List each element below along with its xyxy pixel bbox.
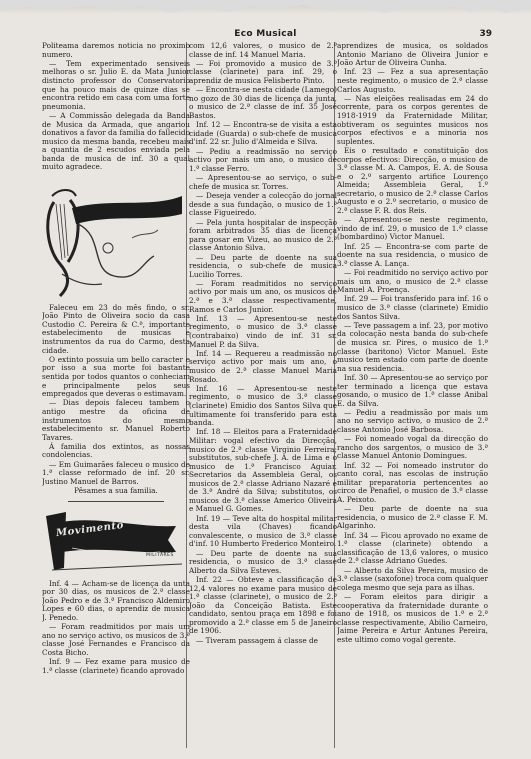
movimento-ornament [42, 508, 190, 574]
paragraph: — Deu parte de doente na sua residencia, o musico de 3.ª classe Alberto da Silva Esteves. [189, 548, 337, 575]
page-header [45, 29, 492, 41]
paragraph: — Foram eleitos para dirigir a cooperativa da fraternidade durante o ano de 1918, os musicos de 1.ª e 2.ª classe respectivamente, Abilio Carneiro, Jaime Pereira e Artur Antunes Pereira, este ultimo como vogal gerente. [337, 592, 488, 644]
paragraph: Inf. 18 — Eleitos para a Fraternidade Militar: vogal efectivo da Direcção, musico de 2.ª classe Virginio Ferreira; substitutos, sub-chefe J. A. de Lima e o musico de 1.ª Francisco Aguiar. Secretarios da Assembleia Geral, os musicos de 2.ª classe Adriano Nazaré e de 3.ª André da Silva; substitutos, os musicos de 3.ª classe Americo Oliveira e Manuel G. Gomes. [189, 427, 337, 514]
paragraph: — Em Guimarães faleceu o musico de 1.ª classe reformado de inf. 20 sr. Justino Manuel de Barros. [42, 459, 190, 486]
separator-rule [68, 501, 164, 502]
paragraph: — Pela junta hospitalar de inspecção foram arbitrados 35 dias de licença para gosar em Vizeu, ao musico de 2.ª classe Antonio Silva. [189, 217, 337, 253]
column-3 [337, 42, 488, 752]
paragraph: — Foi promovido a musico de 3.ª classe (clarinete) para inf. 29, o aprendiz de musica Felisberto Pinto. [189, 58, 337, 85]
paragraph: Inf. 9 — Fez exame para musico de 1.ª classe (clarinete) ficando aprovado [42, 657, 190, 675]
paragraph: — Alberto da Silva Pereira, musico de 3.ª classe (saxofone) troca com qualquer colega mesmo que seja para as ilhas. [337, 565, 488, 592]
paragraph: — A Commissão delegada da Banda de Musica da Armada, que angariou donativos a favor da familia do fallecido musico da mesma banda, recebeu mais a quantia de 2 escudos enviada pela banda de musica de inf. 30 a qual muito agradece. [42, 110, 190, 172]
paragraph: Inf. 4 — Acham-se de licença da unta por 30 dias, os musicos de 2.ª classe João Pedro e de 3.ª Francisco Aldemiro Lopes e 60 dias, o aprendiz de musica J. Penedo. [42, 578, 190, 622]
page-number: 39 [479, 29, 492, 39]
paragraph: Á familia dos extintos, as nossas condolencias. [42, 441, 190, 460]
paragraph: — Deu parte de doente na sua residencia, o musico de 2.ª classe F. M. Algarinho. [337, 504, 488, 531]
paragraph: — Foram readmitidos no serviço activo por mais um ano, os musicos de 2.ª e 3.ª classe respectivamente, Ramos e Carlos Junior. [189, 278, 337, 314]
torn-edge [0, 0, 531, 18]
paragraph: — Deu parte de doente na sua residencia, o sub-chefe de musica Lucilio Torres. [189, 252, 337, 279]
paragraph: O extinto possuia um bello caracter e por isso a sua morte foi bastante sentida por todos quantos o conheciam e principalmente pelos seus empregados que deveras o estimavam. [42, 354, 190, 399]
paragraph: — Apresentou-se neste regimento, vindo de inf. 29, o musico de 1.ª classe (bombardino) Victor Manuel. [337, 215, 488, 242]
paragraph: Inf. 34 — Ficou aprovado no exame de 1.ª classe (clarinete) obtendo a classificação de 13,6 valores, o musico de 2.ª classe Adriano Guedes. [337, 530, 488, 566]
paragraph: Inf. 13 — Apresentou-se neste regimento, o musico de 3.ª classe (contrabaixo) vindo de inf. 31 sr. Manuel P. da Silva. [189, 313, 337, 349]
paragraph: — Apresentou-se ao serviço, o sub-chefe de musica sr. Torres. [189, 173, 337, 191]
paragraph: Politeama daremos noticia no proximo numero. [42, 42, 190, 59]
lyre-ornament-icon [42, 178, 190, 300]
paragraph: — Foi nomeado vogal da direcção do rancho dos sargentos, o musico de 3.ª classe Manuel Antonio Domingues. [337, 434, 488, 461]
paragraph: Pêsames a sua familia. [74, 486, 158, 496]
paragraph: Inf. 29 — Foi transferido para inf. 16 o musico de 3.ª classe (clarinete) Emidio dos Santos Silva. [337, 294, 488, 321]
necrologia-ornament [42, 178, 190, 300]
paragraph: — Deseja vender a colecção do jornal desde a sua fundação, o musico de 1.ª classe Figueiredo. [189, 191, 337, 218]
movimento-subheading: MILITARES [146, 552, 174, 558]
paragraph: — Teve passagem a inf. 23, por motivo da colocação nesta banda do sub-chefe de musica sr. Pires, o musico de 1.ª classe (baritono) Victor Manuel. Este musico tem estado com parte de doente na sua residencia. [337, 320, 488, 373]
paragraph: — Pediu a readmissão por mais um ano no serviço activo, o musico de 2.ª classe Antonio José Barbosa. [337, 407, 488, 435]
paragraph: aprendizes de musica, os soldados Antonio Mariano de Oliveira Junior e João Artur de Oliveira Cunha. [337, 42, 488, 68]
paragraph: — Foi readmitido no serviço activo por mais um ano, o musico de 2.ª classe Manuel A. Proença. [337, 268, 488, 295]
banner-ornament-icon [42, 508, 190, 574]
paragraph: Inf. 16 — Apresentou-se neste regimento, o musico de 3.ª classe (clarinete) Emidio dos Santos Silva que ultimamente foi transferido para esta banda. [189, 383, 337, 428]
paragraph: — Dias depois faleceu tambem o antigo mestre da oficina de instrumentos do mesmo estabelecimento sr. Manuel Roberto Tavares. [42, 398, 190, 442]
paragraph: Inf. 30 — Apresentou-se ao serviço por ter terminado a licença que estava gosando, o musico de 1.ª classe Anibal E. da Silva. [337, 372, 488, 408]
paragraph: Faleceu em 23 do mês findo, o sr. João Pinto de Oliveira socio da casa Custodio C. Pereira & C.ª, importante estabelecimento de musicas e instrumentos da rua do Carmo, desta cidade. [42, 302, 190, 355]
paragraph: Inf. 32 — Foi nomeado instrutor do canto coral, nas escolas de instrução militar preparatoria pertencentes ao circo de Penafiel, o musico de 3.ª classe A. Peixoto. [337, 460, 488, 504]
paragraph: Inf. 12 — Encontra-se de visita a esta cidade (Guarda) o sub-chefe de musica d'inf. 22 sr. Julio d'Almeida e Silva. [189, 120, 337, 147]
paragraph: — Tiveram passagem á classe de [196, 635, 318, 645]
column-1 [42, 42, 190, 752]
paragraph: Inf. 23 — Fez a sua apresentação neste regimento, o musico de 2.ª classe Carlos Augusto. [337, 67, 488, 94]
paragraph: — Pediu a readmissão no serviço activo por mais um ano, o musico de 1.ª classe Ferro. [189, 146, 337, 173]
paragraph: — Tem experimentado sensiveis melhoras o sr. Julio E. da Mata Junior distincto professor do Conservatorio que ha pouco mais de quinze dias se encontra retido em casa com uma forte pneumonia. [42, 58, 190, 111]
necrologia-heading: Necrologia [76, 178, 154, 192]
paragraph: — Encontra-se nesta cidade (Lamego) no gozo de 30 dias de licença da junta, o musico de 2.ª classe de inf. 35 José Bastos. [189, 85, 337, 120]
column-2 [189, 42, 337, 752]
paragraph: com 12,6 valores, o musico de 2.ª classe de inf. 14 Manuel Maria. [189, 42, 337, 59]
paragraph: Inf. 14 — Requereu a readmissão no serviço activo por mais um ano, o musico de 2.ª classe Manuel Maria Rosado. [189, 348, 337, 384]
paragraph: Inf. 19 — Teve alta do hospital militar desta vila (Chaves) ficando convalescente, o musico de 3.ª classe d'inf. 10 Humberto Frederico Monteiro. [189, 513, 337, 549]
movimento-heading: Movimento [55, 519, 125, 539]
paragraph: Inf. 25 — Encontra-se com parte de doente na sua residencia, o musico de 3.ª classe A. Lança. [337, 241, 488, 268]
paragraph: — Foram readmitidos por mais um ano no serviço activo, os musicos de 3.ª classe José Fernandes e Francisco da Costa Bicho. [42, 622, 190, 657]
paragraph: Inf. 22 — Obteve a classificação de 12,4 valores no exame para musico de 1.ª classe (clarinete), o musico de 2.ª João da Conceição Batista. Este candidato, sentou praça em 1898 e foi promovido a 2.ª classe em 5 de Janeiro de 1906. [189, 575, 337, 636]
publication-title: Eco Musical [234, 29, 297, 39]
paragraph: — Nas eleições realisadas em 24 do corrente, para os corpos gerentes de 1918-1919 da Fraternidade Militar, obtiveram os seguintes musicos nos corpos efectivos e a minoria nos suplentes. [337, 93, 488, 146]
paragraph: Eis o resultado e constituição dos corpos efectivos: Direcção, o musico de 3.ª classe M. A. Campos, E. A. de Sousa e o 2.º sargento artifice Lourenço Almeida; Assembleia Geral, 1.º secretario, o musico de 2.ª classe Carlos Augusto e o 2.º secretario, o musico de 2.ª classe F. R. dos Reis. [337, 145, 488, 215]
